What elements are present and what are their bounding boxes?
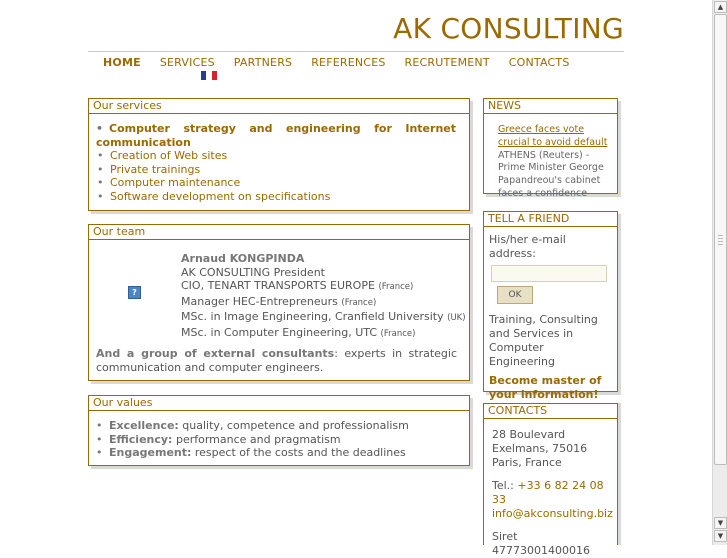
country-note: (France) <box>378 282 414 292</box>
bullet: • <box>97 176 104 189</box>
slogan: Become master of your information! <box>489 374 602 401</box>
services-content <box>89 114 469 203</box>
service-item-label[interactable]: Creation of Web sites <box>110 149 228 162</box>
spacer <box>492 521 613 530</box>
list-item[interactable] <box>97 149 456 163</box>
team-panel <box>88 224 470 381</box>
bullet: • <box>96 419 103 432</box>
bullet: • <box>97 162 104 176</box>
email-label: His/her e-mail address: <box>489 233 566 260</box>
scroll-thumb[interactable] <box>714 14 727 465</box>
address: 28 Boulevard Exelmans, 75016 Paris, France <box>492 428 588 469</box>
nav-recrutement[interactable]: RECRUTEMENT <box>404 56 490 69</box>
list-item <box>96 419 462 433</box>
nav-references[interactable]: REFERENCES <box>311 56 386 69</box>
contacts-title: CONTACTS <box>484 404 617 419</box>
values-panel <box>88 395 470 466</box>
value-text: quality, competence and professionalism <box>178 419 409 432</box>
value-label: Engagement: <box>109 446 192 459</box>
team-title: Our team <box>89 225 469 240</box>
vertical-scrollbar[interactable] <box>712 0 727 545</box>
contacts-panel <box>483 403 618 557</box>
french-flag-icon[interactable] <box>201 71 217 80</box>
member-line: CIO, TENART TRANSPORTS EUROPE (France) <box>181 279 414 292</box>
services-list <box>97 149 456 203</box>
member-name: Arnaud KONGPINDA <box>181 252 305 265</box>
friend-email-input[interactable] <box>491 265 607 282</box>
news-body: ATHENS (Reuters) - Prime Minister George Papandreou's cabinet faces a confidence <box>498 149 604 199</box>
team-member <box>181 252 466 341</box>
member-line: Manager HEC-Entrepreneurs (France) <box>181 294 377 308</box>
value-text: performance and pragmatism <box>172 432 341 446</box>
nav-divider <box>88 51 624 52</box>
value-label: Efficiency: <box>109 432 173 446</box>
news-title: NEWS <box>484 99 617 114</box>
service-item-label[interactable]: Software development on specifications <box>110 189 331 203</box>
scroll-down-arrow-icon[interactable]: ▼ <box>714 530 727 542</box>
tel-number[interactable]: +33 6 82 24 08 33 <box>492 479 604 506</box>
bullet: • <box>96 432 103 446</box>
main-nav <box>103 56 589 69</box>
tell-a-friend-panel <box>483 211 618 401</box>
member-line: MSc. in Computer Engineering, UTC (France) <box>181 325 416 339</box>
bullet: • <box>96 122 104 135</box>
values-list <box>96 419 462 460</box>
values-title: Our values <box>89 396 469 411</box>
services-lead-text[interactable]: Computer strategy and engineering for Internet communication <box>96 122 456 149</box>
service-item-label[interactable]: Computer maintenance <box>110 176 241 189</box>
nav-home[interactable]: HOME <box>103 56 141 69</box>
contacts-content <box>484 419 617 558</box>
value-label: Excellence: <box>109 419 179 432</box>
nav-services[interactable]: SERVICES <box>159 56 215 69</box>
member-line: MSc. in Image Engineering, Cranfield University (UK) <box>181 310 466 323</box>
list-item[interactable] <box>97 190 456 204</box>
nav-partners[interactable]: PARTNERS <box>233 56 293 69</box>
broken-image-icon: ? <box>128 286 141 299</box>
service-item-label[interactable]: Private trainings <box>110 162 201 176</box>
group-rest: : experts in strategic communication and computer engineers. <box>96 347 457 374</box>
news-headline-link[interactable]: Greece faces vote crucial to avoid default <box>498 124 608 148</box>
tagline: Training, Consulting and Services in Computer Engineering <box>489 313 598 368</box>
team-group-text <box>96 347 457 374</box>
member-line: AK CONSULTING President <box>181 265 325 279</box>
services-lead[interactable] <box>96 122 456 149</box>
tell-a-friend-title: TELL A FRIEND <box>484 212 617 227</box>
scroll-up-arrow-icon[interactable]: ▲ <box>714 1 727 13</box>
services-panel <box>88 98 470 211</box>
list-item[interactable] <box>97 163 456 177</box>
siret-number: 47773001400016 <box>492 544 590 557</box>
list-item <box>96 433 462 447</box>
telephone <box>492 479 613 507</box>
country-note: (UK) <box>447 313 466 323</box>
news-panel <box>483 98 618 199</box>
list-item <box>96 446 462 460</box>
nav-contacts[interactable]: CONTACTS <box>508 56 570 69</box>
values-content <box>89 411 469 460</box>
news-ticker <box>484 114 617 199</box>
bullet: • <box>97 189 104 203</box>
scroll-down-arrow-icon[interactable]: ▼ <box>714 517 727 529</box>
siret-label: Siret <box>492 530 518 543</box>
site-logo[interactable]: AK CONSULTING <box>393 12 624 45</box>
bullet: • <box>96 446 103 459</box>
email-link[interactable]: info@akconsulting.biz <box>492 507 613 520</box>
flag-stripe <box>212 71 217 80</box>
list-item[interactable] <box>97 176 456 190</box>
ok-button[interactable]: OK <box>497 286 533 304</box>
grip-icon <box>718 235 723 245</box>
spacer <box>492 470 613 479</box>
bullet: • <box>97 149 104 162</box>
country-note: (France) <box>341 297 377 308</box>
tel-label: Tel.: <box>492 479 518 492</box>
services-title: Our services <box>89 99 469 114</box>
tell-a-friend-form <box>484 227 617 402</box>
value-text: respect of the costs and the deadlines <box>191 446 406 459</box>
country-note: (France) <box>380 328 416 339</box>
group-bold: And a group of external consultants <box>96 347 335 360</box>
